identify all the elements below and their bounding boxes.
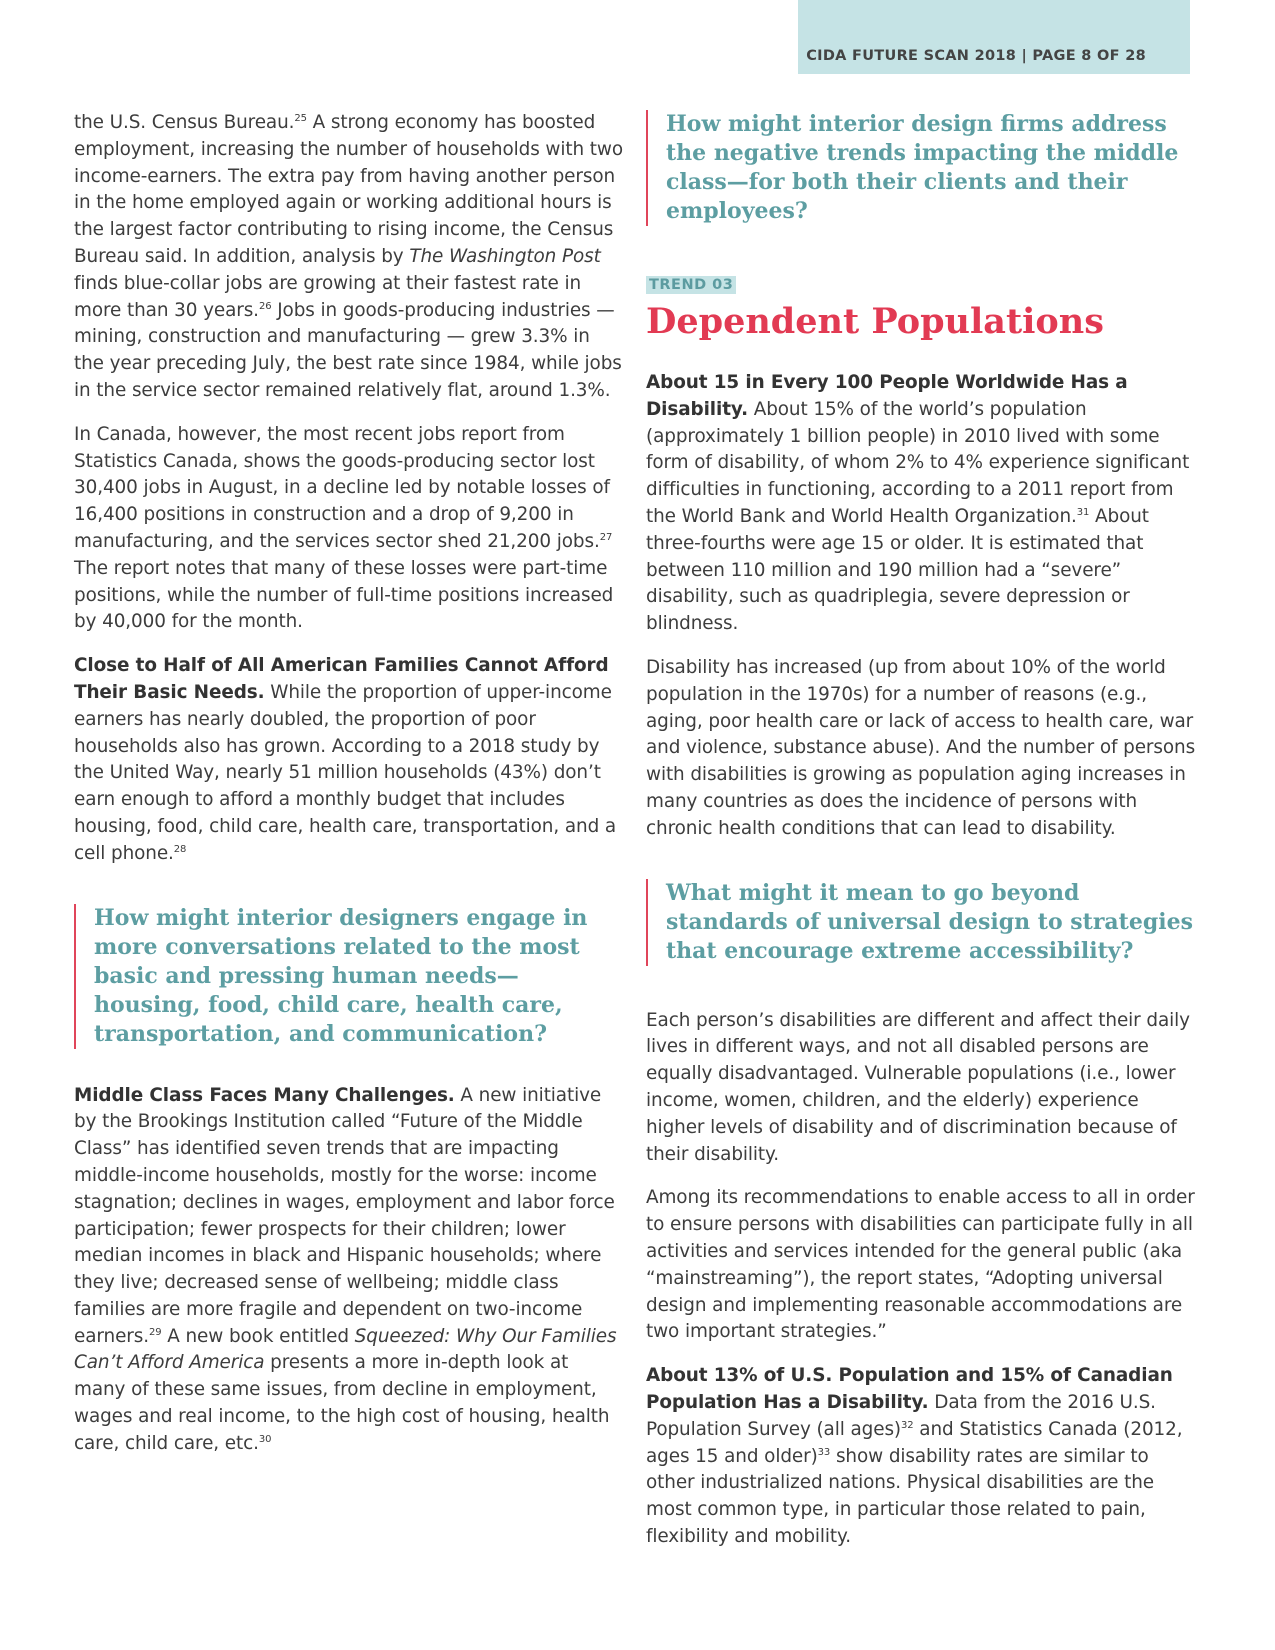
paragraph-vulnerable: Each person’s disabilities are different and affect their daily lives in different ways, and not all disabled persons are equally disadvantaged. Vulnerable populations (i.e., lower income, women, children, and the elderly) experience higher levels of disability and of discrimination because of their disability.	[646, 1009, 1190, 1165]
paragraph-worldwide-disability: About 15 in Every 100 People Worldwide Has a Disability. About 15% of the world’s population (approximately 1 billion people) in 2010 lived with some form of disability, of whom 2% to 4% experience significant difficulties in functioning, according to a 2011 report from the World Bank and World Health Organization.$^{31}$ About three-fourths were age 15 or older. It is estimated that between 110 million and 190 million had a “severe” disability, such as quadriplegia, severe depression or blindness.	[646, 372, 1190, 635]
paragraph-recommendations: Among its recommendations to enable access to all in order to ensure persons with disabilities can participate fully in all activities and services intended for the general public (aka “mainstreaming”), the report states, “Adopting universal design and implementing reasonable accommodations are two important strategies.”	[646, 1187, 1195, 1343]
paragraph-canada-jobs: In Canada, however, the most recent jobs report from Statistics Canada, shows the goods-producing sector lost 30,400 jobs in August, in a decline led by notable losses of 16,400 positions in construction and a drop of 9,200 in manufacturing, and the services sector shed 21,200 jobs.$^{27}$ The report notes that many of these losses were part-time positions, while the number of full-time positions increased by 40,000 for the month.	[74, 423, 614, 633]
running-title: CIDA FUTURE SCAN 2018 | PAGE 8 OF 28	[806, 48, 1146, 64]
callout-question: How might interior designers engage in more conversations related to the most basic and pressing human needs—housing, food, child care, health care, transportation, and communication?	[74, 904, 624, 1049]
footnote-ref[interactable]: 30	[258, 1433, 272, 1445]
header-band	[798, 0, 1190, 74]
footnote-ref[interactable]: 32	[901, 1419, 914, 1431]
right-column	[646, 110, 1196, 1568]
footnote-ref[interactable]: 25	[294, 112, 307, 124]
paragraph-us-canada-rates: About 13% of U.S. Population and 15% of Canadian Population Has a Disability. Data from the 2016 U.S. Population Survey (all ages)$^{32}$ and Statistics Canada (2012, ages 15 and older)$^{33}$ show disability rates are similar to other industrialized nations. Physical disabilities are the most common type, in particular those related to pain, flexibility and mobility.	[646, 1365, 1183, 1547]
paragraph-heading: Middle Class Faces Many Challenges.	[74, 1084, 455, 1106]
footnote-ref[interactable]: 33	[817, 1446, 831, 1458]
paragraph-heading: About 13% of U.S. Population and 15% of Canadian Population Has a Disability.	[646, 1365, 1173, 1413]
paragraph-disability-increase: Disability has increased (up from about 10% of the world population in the 1970s) for a number of reasons (e.g., aging, poor health care or lack of access to health care, war and violence, substance abuse). And the number of persons with disabilities is growing as population aging increases in many countries as does the incidence of persons with chronic health conditions that can lead to disability.	[646, 656, 1196, 839]
paragraph-middle-class: Middle Class Faces Many Challenges. A new initiative by the Brookings Institution called “Future of the Middle Class” has identified seven trends that are impacting middle-income households, mostly for the worse: income stagnation; declines in wages, employment and labor force participation; fewer prospects for their children; lower median incomes in black and Hispanic households; where they live; decreased sense of wellbeing; middle class families are more fragile and dependent on two-income earners.$^{29}$ A new book entitled Squeezed: Why Our Families Can’t Afford America presents a more in-depth look at many of these same issues, from decline in employment, wages and real income, to the high cost of housing, health care, child care, etc.$^{30}$	[74, 1084, 617, 1454]
paragraph-heading: Close to Half of All American Families Cannot Afford Their Basic Needs.	[74, 655, 609, 703]
paragraph-heading: About 15 in Every 100 People Worldwide Has a Disability.	[646, 372, 1128, 420]
left-column	[74, 110, 624, 1475]
callout-question: What might it mean to go beyond standards of universal design to strategies that encourage extreme accessibility?	[646, 879, 1196, 966]
paragraph-us-economy: the U.S. Census Bureau.$^{25}$ A strong economy has boosted employment, increasing the number of households with two income-earners. The extra pay from having another person in the home employed again or working additional hours is the largest factor contributing to rising income, the Census Bureau said. In addition, analysis by The Washington Post finds blue-collar jobs are growing at their fastest rate in more than 30 years.$^{26}$ Jobs in goods-producing industries — mining, construction and manufacturing — grew 3.3% in the year preceding July, the best rate since 1984, while jobs in the service sector remained relatively flat, around 1.3%.	[74, 112, 623, 401]
footnote-ref[interactable]: 27	[599, 531, 613, 543]
footnote-ref[interactable]: 26	[258, 300, 272, 312]
footnote-ref[interactable]: 29	[148, 1326, 162, 1338]
footnote-ref[interactable]: 28	[173, 843, 187, 855]
section-title: Dependent Populations	[646, 301, 1104, 342]
trend-tag: TREND 03	[646, 276, 736, 294]
paragraph-basic-needs: Close to Half of All American Families Cannot Afford Their Basic Needs. While the proportion of upper-income earners has nearly doubled, the proportion of poor households also has grown. According to a 2018 study by the United Way, nearly 51 million households (43%) don’t earn enough to afford a monthly budget that includes housing, food, child care, health care, transportation, and a cell phone.$^{28}$	[74, 655, 617, 864]
footnote-ref[interactable]: 31	[1076, 506, 1090, 518]
callout-question: How might interior design firms address the negative trends impacting the middle class—for both their clients and their employees?	[646, 110, 1196, 226]
